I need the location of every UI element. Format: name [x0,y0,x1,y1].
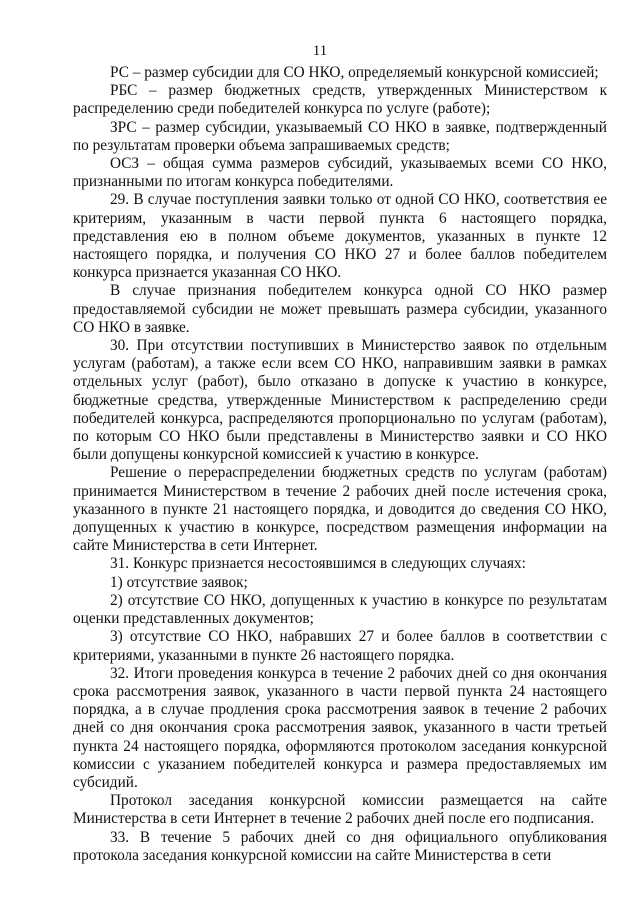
document-body [73,64,607,865]
paragraph-item-31-case-1: 1) отсутствие заявок; [110,573,248,591]
paragraph-item-30-cont: Решение о перераспределении бюджетных средств по услугам (работам) принимается Министерством в течение 2 рабочих дней после истечения срока, указанного в пункте 21 настоящего порядка, и доводится до сведения СО НКО, допущенных к участию в конкурсе, посредством размещения информации на сайте Министерства в сети Интернет. [73,464,607,555]
paragraph-zrs-definition: ЗРС – размер субсидии, указываемый СО НКО в заявке, подтвержденный по результатам проверки объема запрашиваемых средств; [73,118,607,154]
paragraph-item-31-case-2: 2) отсутствие СО НКО, допущенных к участию в конкурсе по результатам оценки представленных документов; [73,591,607,628]
paragraph-item-32: 32. Итоги проведения конкурса в течение 2 рабочих дней со дня окончания срока рассмотрения заявок, указанного в части первой пункта 24 настоящего порядка, а в случае продления срока рассмотрения заявок в течение 2 рабочих дней со дня окончания срока рассмотрения заявок, указанного в части третьей пункта 24 настоящего порядка, оформляются протоколом заседания конкурсной комиссии с указанием победителей конкурса и размера предоставляемых им субсидий. [73,664,607,791]
page-number: 11 [312,43,328,59]
paragraph-rs-definition: РС – размер субсидии для СО НКО, определяемый конкурсной комиссией; [110,64,599,81]
paragraph-item-33: 33. В течение 5 рабочих дней со дня официального опубликования протокола заседания конкурсной комиссии на сайте Министерства в сети [73,828,607,864]
paragraph-item-31: 31. Конкурс признается несостоявшимся в следующих случаях: [110,555,526,573]
paragraph-rbs-definition: РБС – размер бюджетных средств, утвержденных Министерством к распределению среди победителей конкурса по услуге (работе); [73,82,607,118]
paragraph-item-31-case-3: 3) отсутствие СО НКО, набравших 27 и более баллов в соответствии с критериями, указанными в пункте 26 настоящего порядка. [73,628,607,664]
paragraph-item-30: 30. При отсутствии поступивших в Министерство заявок по отдельным услугам (работам), а также если всем СО НКО, направившим заявки в рамках отдельных услуг (работ), было отказано в допуске к участию в конкурсе, бюджетные средства, утвержденные Министерством к распределению среди победителей конкурса, распределяются пропорционально по услугам (работам), по которым СО НКО были представлены в Министерство заявки и СО НКО были допущены конкурсной комиссией к участию в конкурсе. [73,337,607,464]
paragraph-item-29-cont: В случае признания победителем конкурса одной СО НКО размер предоставляемой субсидии не может превышать размера субсидии, указанного СО НКО в заявке. [73,282,607,336]
paragraph-osz-definition: ОСЗ – общая сумма размеров субсидий, указываемых всеми СО НКО, признанными по итогам конкурса победителями. [73,155,607,191]
paragraph-item-29: 29. В случае поступления заявки только от одной СО НКО, соответствия ее критериям, указанным в части первой пункта 6 настоящего порядка, представления ею в полном объеме документов, указанных в пункте 12 настоящего порядка, и получения СО НКО 27 и более баллов победителем конкурса признается указанная СО НКО. [73,191,607,282]
paragraph-item-32-cont: Протокол заседания конкурсной комиссии размещается на сайте Министерства в сети Интернет в течение 2 рабочих дней после его подписания. [73,792,607,828]
